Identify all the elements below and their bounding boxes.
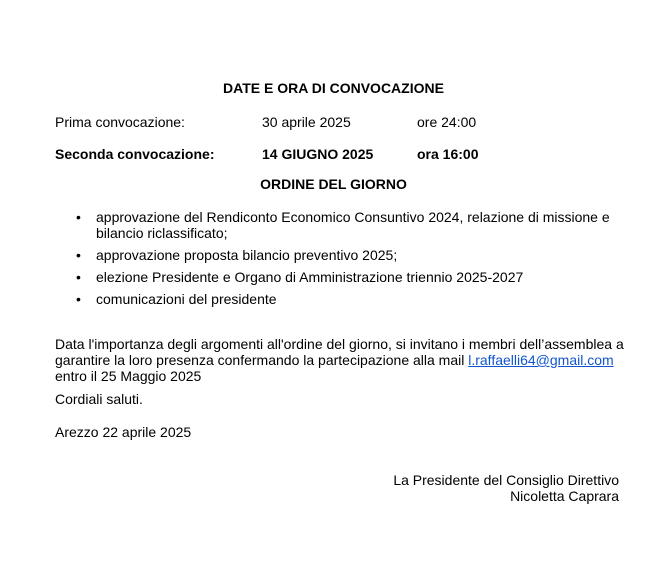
signature-block	[393, 472, 619, 504]
agenda-item	[55, 269, 620, 285]
agenda-item	[55, 247, 620, 263]
closing-text: Cordiali saluti.	[55, 391, 143, 407]
bullet-icon: •	[76, 269, 81, 285]
email-link[interactable]: l.raffaelli64@gmail.com	[468, 352, 614, 368]
bullet-icon: •	[76, 291, 81, 307]
bullet-icon: •	[76, 209, 81, 225]
bullet-icon: •	[76, 247, 81, 263]
agenda-title: ORDINE DEL GIORNO	[260, 176, 407, 192]
invitation-paragraph	[55, 336, 625, 384]
agenda-item	[55, 291, 620, 307]
invitation-deadline: entro il 25 Maggio 2025	[55, 368, 202, 384]
agenda-item-text: approvazione proposta bilancio preventivo 2025;	[96, 247, 398, 263]
agenda-item-text: elezione Presidente e Organo di Amministrazione triennio 2025-2027	[96, 269, 524, 285]
second-convocation-label: Seconda convocazione:	[55, 146, 215, 162]
agenda-list	[55, 209, 620, 313]
first-convocation-date: 30 aprile 2025	[262, 114, 351, 130]
first-convocation-label: Prima convocazione:	[55, 114, 185, 130]
second-convocation-row	[55, 146, 615, 162]
agenda-item-text: comunicazioni del presidente	[96, 291, 277, 307]
signature-role: La Presidente del Consiglio Direttivo	[393, 472, 619, 488]
agenda-item-text: approvazione del Rendiconto Economico Consuntivo 2024, relazione di missione e bilancio riclassificato;	[96, 209, 610, 241]
second-convocation-time: ora 16:00	[417, 146, 479, 162]
second-convocation-date: 14 GIUGNO 2025	[262, 146, 374, 162]
signature-name: Nicoletta Caprara	[510, 488, 619, 504]
invitation-text: Data l'importanza degli argomenti all'ordine del giorno, si invitano i membri dell’assemblea a garantire la loro presenza confermando la partecipazione alla mail	[55, 336, 624, 368]
place-date: Arezzo 22 aprile 2025	[55, 424, 192, 440]
agenda-item	[55, 209, 620, 241]
convocation-title: DATE E ORA DI CONVOCAZIONE	[223, 80, 444, 96]
first-convocation-row	[55, 114, 615, 130]
first-convocation-time: ore 24:00	[417, 114, 477, 130]
